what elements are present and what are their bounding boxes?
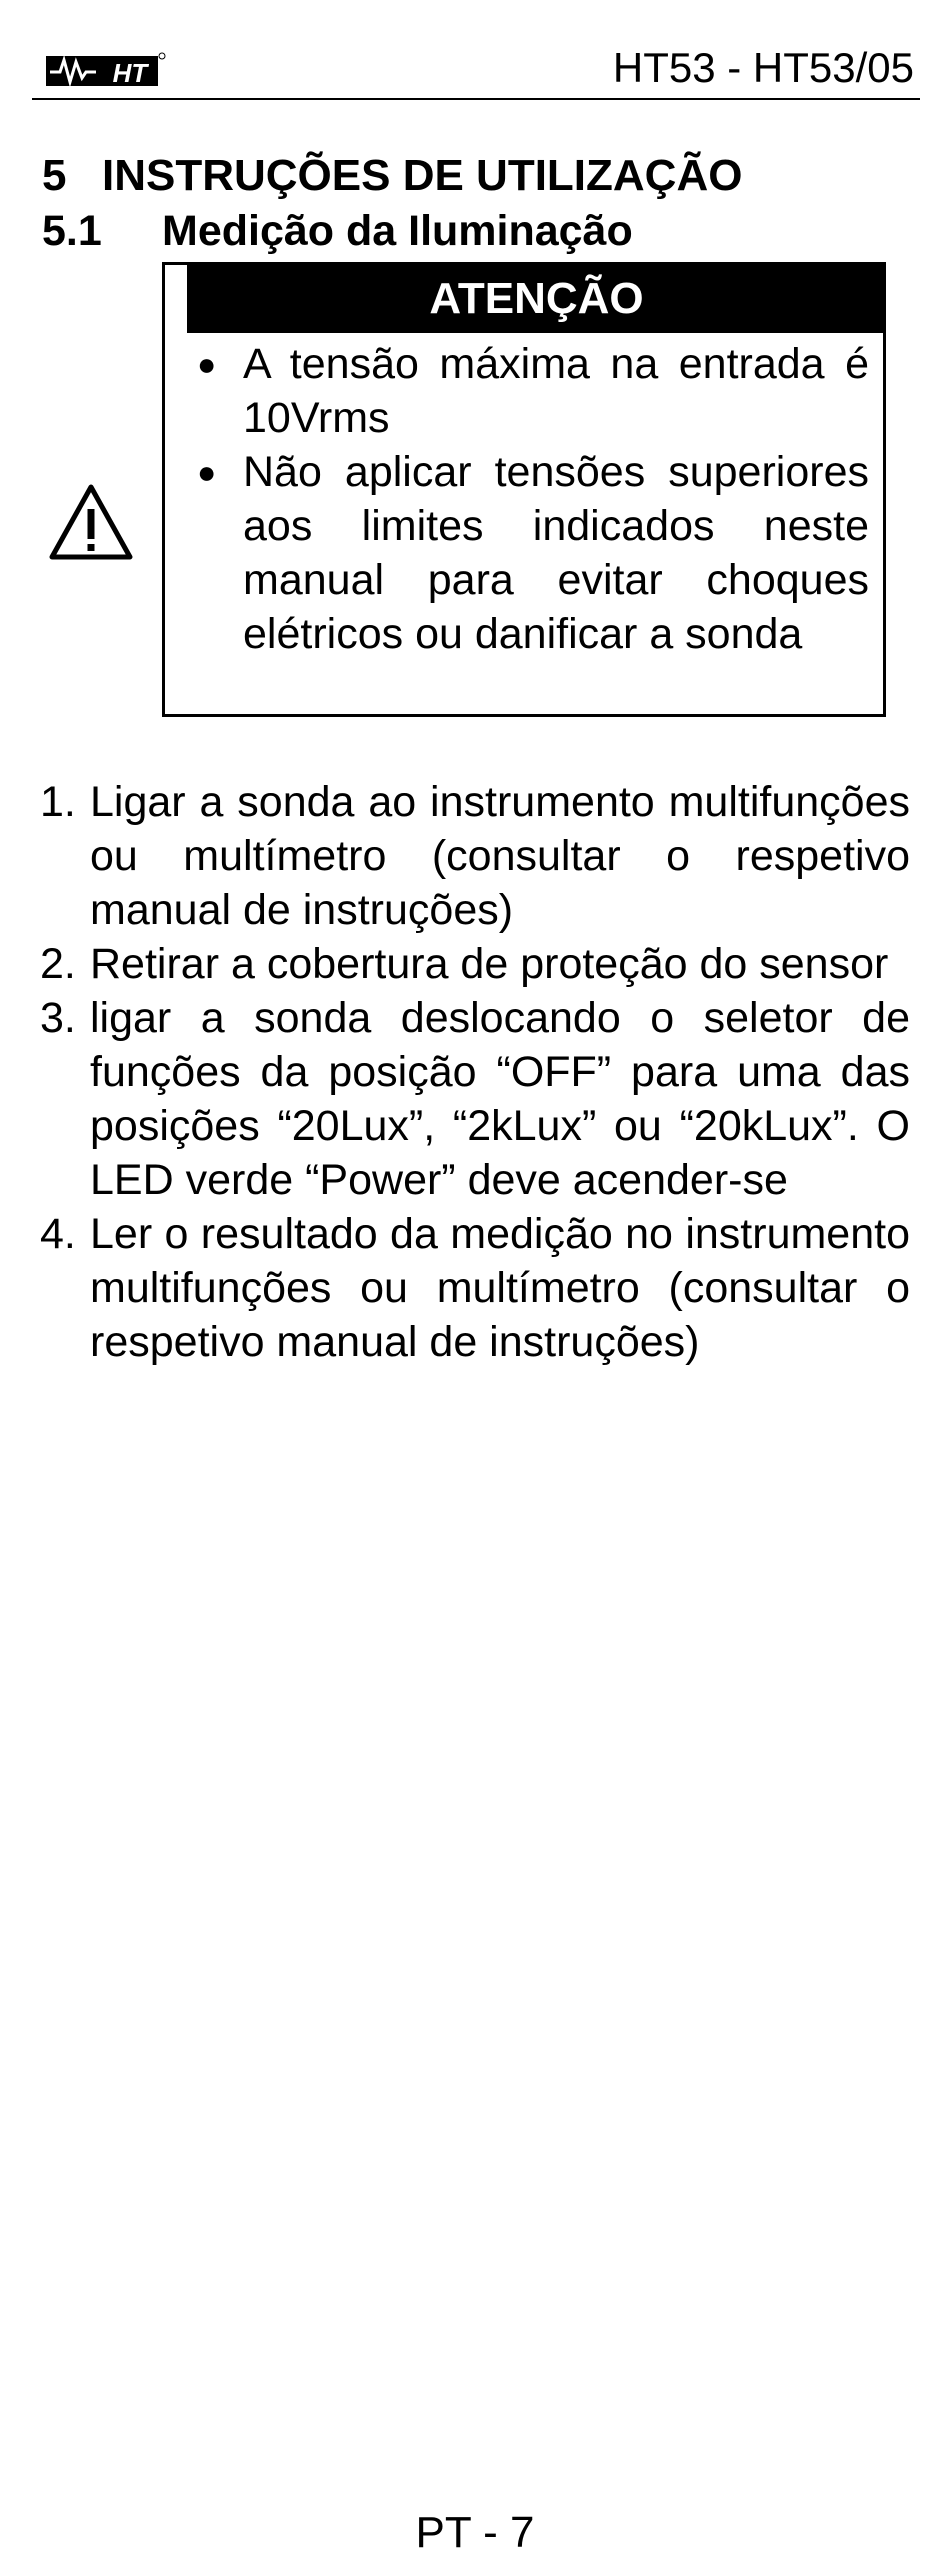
step-number: 4. [40,1210,76,1258]
warning-item [183,445,869,661]
ht-logo-graphic [46,50,166,90]
subsection-heading [42,205,633,257]
step-number: 1. [40,778,76,826]
step-item [40,775,910,937]
svg-text:HT: HT [112,58,148,88]
subsection-number: 5.1 [42,207,102,255]
warning-title-spacer [165,265,190,333]
step-item [40,937,910,991]
warning-box [162,262,886,717]
step-number: 3. [40,994,76,1042]
document-code: HT53 - HT53/05 [612,44,914,91]
step-text: Ligar a sonda ao instrumento multifunções ou multímetro (consultar o respetivo manual de instruções) [90,778,910,934]
step-number: 2. [40,940,76,988]
page-number: PT - 7 [415,2508,535,2556]
step-text: Ler o resultado da medição no instrumento multifunções ou multímetro (consultar o respetivo manual de instruções) [90,1210,910,1366]
instruction-steps [40,775,910,1369]
warning-title: ATENÇÃO [190,265,883,333]
bullet-icon: ● [197,454,217,490]
section-heading [42,150,742,202]
page-header [32,28,920,100]
bullet-icon: ● [197,346,217,382]
step-text: Retirar a cobertura de proteção do sensor [90,940,889,988]
warning-item [183,337,869,445]
subsection-title: Medição da Iluminação [162,207,633,255]
warning-list [183,337,869,661]
step-text: ligar a sonda deslocando o seletor de funções da posição “OFF” para uma das posições “20Lux”, “2kLux” ou “20kLux”. O LED verde “Power” deve acender-se [90,994,910,1204]
section-title: INSTRUÇÕES DE UTILIZAÇÃO [102,151,743,200]
warning-item-text: Não aplicar tensões superiores aos limites indicados neste manual para evitar choques elétricos ou danificar a sonda [243,448,869,658]
warning-item-text: A tensão máxima na entrada é 10Vrms [243,340,869,442]
section-number: 5 [42,151,67,200]
warning-triangle-icon [48,483,134,561]
step-item [40,991,910,1207]
step-item [40,1207,910,1369]
ht-logo [46,50,166,90]
